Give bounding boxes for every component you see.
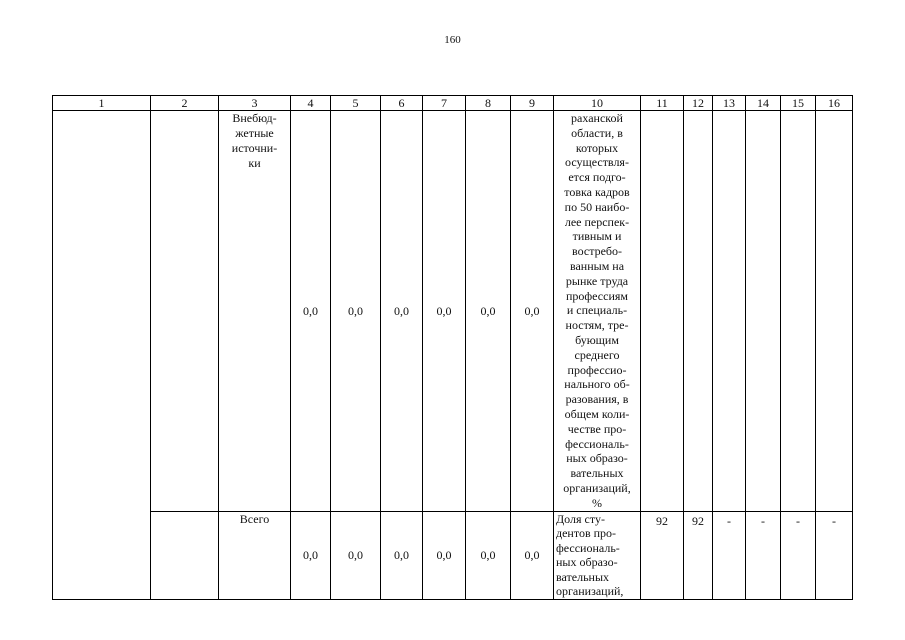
column-header-12: 12	[684, 96, 713, 111]
row-2-target-col15: -	[781, 512, 816, 600]
column-header-8: 8	[466, 96, 511, 111]
column-header-14: 14	[746, 96, 781, 111]
table-header-row	[53, 96, 853, 111]
row-2-value-col4: 0,0	[291, 512, 331, 600]
row-1-col15-cell	[781, 111, 816, 512]
row-2-target-col16: -	[816, 512, 853, 600]
column-header-7: 7	[423, 96, 466, 111]
row-2-value-col6: 0,0	[381, 512, 423, 600]
column-header-2: 2	[151, 96, 219, 111]
column-header-10: 10	[554, 96, 641, 111]
table-row	[53, 512, 853, 600]
row-2-funding-source: Всего	[219, 512, 291, 600]
row-1-value-col9: 0,0	[511, 111, 554, 512]
row-1-col16-cell	[816, 111, 853, 512]
row-1-col2-cell	[151, 111, 219, 512]
row-2-target-col14: -	[746, 512, 781, 600]
row-1-value-col8: 0,0	[466, 111, 511, 512]
column-header-9: 9	[511, 96, 554, 111]
row-1-funding-source: Внебюд- жетные источни- ки	[219, 111, 291, 512]
column-header-5: 5	[331, 96, 381, 111]
col1-merged-cell	[53, 111, 151, 600]
column-header-3: 3	[219, 96, 291, 111]
table-row	[53, 111, 853, 512]
page-number: 160	[444, 34, 461, 46]
row-2-target-col13: -	[713, 512, 746, 600]
row-1-value-col6: 0,0	[381, 111, 423, 512]
row-2-target-col11: 92	[641, 512, 684, 600]
row-2-value-col9: 0,0	[511, 512, 554, 600]
row-2-indicator-text: Доля сту- дентов про- фессиональ- ных образо- вательных организаций,	[554, 512, 641, 600]
row-1-indicator-text: раханской области, в которых осуществля- ется подго- товка кадров по 50 наибо- лее перспек- тивным и востребо- ванным на рынке труда профессиям и специаль- ностям, тре- бующим среднего профессио- нального об- разования, в общем коли- честве про- фессиональ- ных образо- вательных организаций, %	[554, 111, 641, 512]
column-header-16: 16	[816, 96, 853, 111]
column-header-11: 11	[641, 96, 684, 111]
row-1-col14-cell	[746, 111, 781, 512]
column-header-4: 4	[291, 96, 331, 111]
row-2-value-col5: 0,0	[331, 512, 381, 600]
column-header-1: 1	[53, 96, 151, 111]
row-1-col11-cell	[641, 111, 684, 512]
row-2-value-col7: 0,0	[423, 512, 466, 600]
column-header-15: 15	[781, 96, 816, 111]
row-1-value-col5: 0,0	[331, 111, 381, 512]
row-2-col2-cell	[151, 512, 219, 600]
row-1-col13-cell	[713, 111, 746, 512]
row-1-value-col4: 0,0	[291, 111, 331, 512]
row-1-col12-cell	[684, 111, 713, 512]
column-header-6: 6	[381, 96, 423, 111]
row-2-target-col12: 92	[684, 512, 713, 600]
data-table	[52, 95, 853, 600]
column-header-13: 13	[713, 96, 746, 111]
row-2-value-col8: 0,0	[466, 512, 511, 600]
row-1-value-col7: 0,0	[423, 111, 466, 512]
